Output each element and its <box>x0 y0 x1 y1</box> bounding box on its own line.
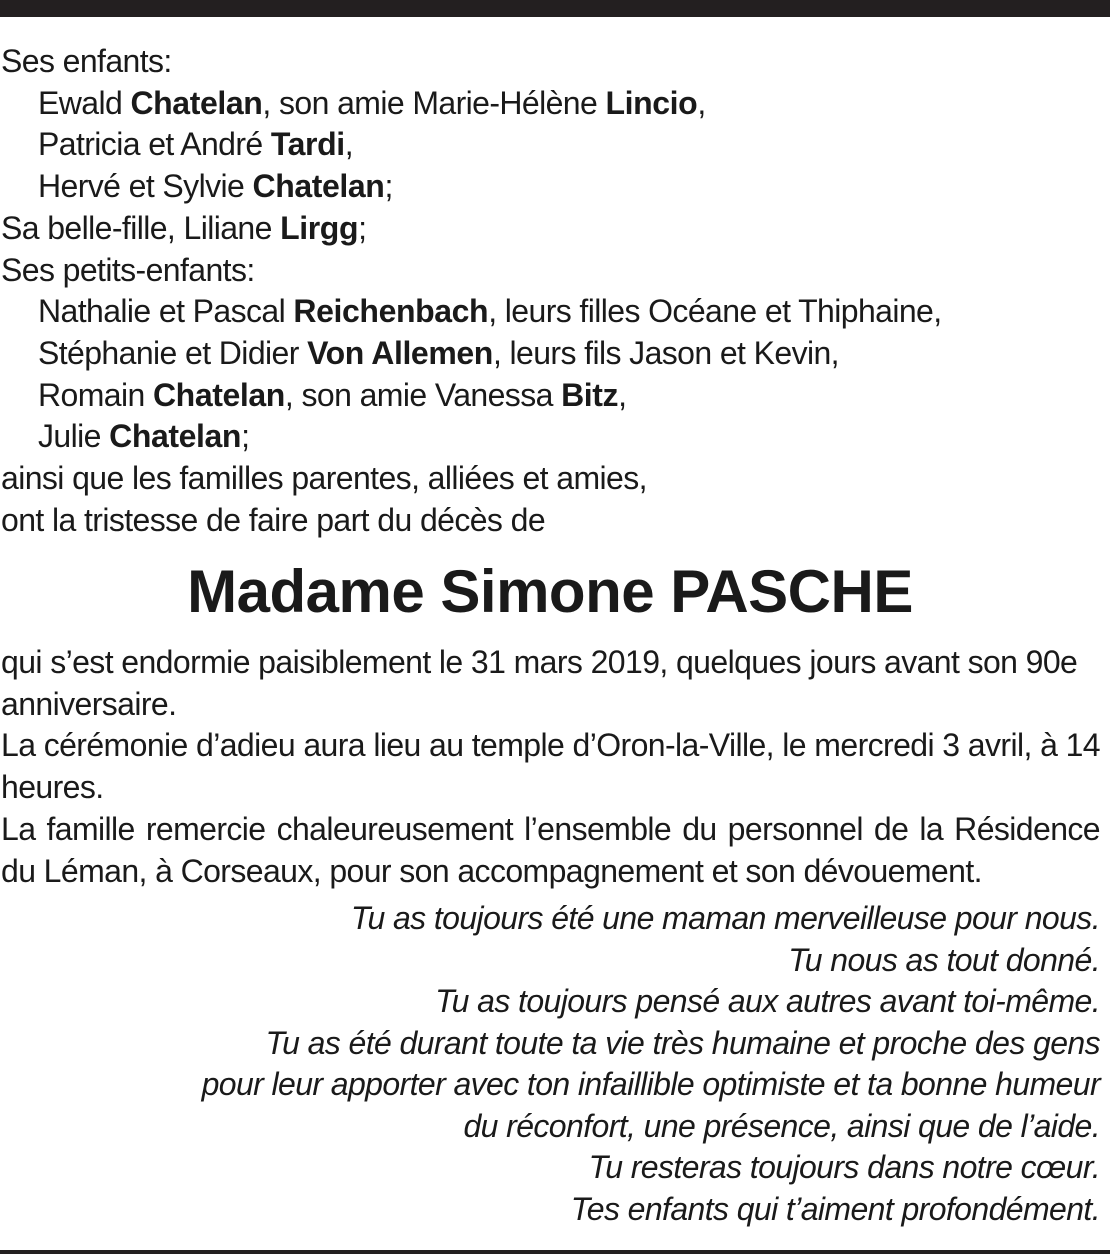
passing-paragraph: qui s’est endormie paisiblement le 31 mars 2019, quelques jours avant son 90e anniversaire. <box>1 644 1078 722</box>
poem-line: pour leur apporter avec ton infaillible optimiste et ta bonne humeur <box>201 1066 1100 1102</box>
entry-text: , leurs fils Jason et Kevin, <box>492 334 839 371</box>
surname: Von Allemen <box>307 334 493 371</box>
entry-text: Nathalie et Pascal <box>38 293 294 330</box>
family-entry <box>1 375 1101 417</box>
entry-text: ; <box>241 418 250 455</box>
entry-text: , <box>344 126 354 163</box>
surname: Tardi <box>270 126 345 163</box>
thanks-paragraph: La famille remercie chaleureusement l’ensemble du personnel de la Résidence du Léman, à Corseaux, pour son accompagnement et son dévouement. <box>1 810 1100 889</box>
deceased-name: Madame Simone PASCHE <box>187 558 913 625</box>
entry-text: ; <box>384 168 393 205</box>
family-list <box>1 41 1101 541</box>
family-entry <box>1 416 1101 458</box>
entry-text: , leurs filles Océane et Thiphaine, <box>488 293 942 330</box>
entry-text: Julie <box>38 418 110 455</box>
surname: Lincio <box>605 84 698 121</box>
poem-line: du réconfort, une présence, ainsi que de l’aide. <box>463 1107 1100 1144</box>
family-entry <box>1 291 1101 333</box>
entry-text: Stéphanie et Didier <box>38 334 308 371</box>
poem-line: Tu resteras toujours dans notre cœur. <box>588 1149 1100 1185</box>
closing-line: ont la tristesse de faire part du décès de <box>1 501 546 538</box>
surname: Reichenbach <box>293 293 489 330</box>
surname: Chatelan <box>109 418 242 455</box>
poem-line: Tu as toujours été une maman merveilleuse pour nous. <box>350 900 1100 936</box>
entry-text: , <box>697 84 706 121</box>
entry-text: , <box>618 376 627 413</box>
surname: Chatelan <box>152 376 285 413</box>
surname: Chatelan <box>130 84 263 121</box>
poem-line: Tu as toujours pensé aux autres avant toi-même. <box>435 983 1100 1019</box>
family-entry <box>1 333 1101 375</box>
poem-line: Tu as été durant toute ta vie très humaine et proche des gens <box>265 1024 1100 1061</box>
ceremony-paragraph: La cérémonie d’adieu aura lieu au temple d’Oron-la-Ville, le mercredi 3 avril, à 14 heures. <box>1 727 1100 806</box>
announcement-body <box>1 642 1100 892</box>
entry-text: ; <box>358 209 367 246</box>
surname: Chatelan <box>252 168 385 205</box>
entry-text: Patricia et André <box>38 126 271 163</box>
entry-text: Hervé et Sylvie <box>38 168 253 205</box>
family-entry <box>1 83 1101 125</box>
surname: Bitz <box>561 376 619 413</box>
poem <box>0 898 1100 1230</box>
family-entry <box>1 124 1101 166</box>
closing-line: ainsi que les familles parentes, alliées et amies, <box>1 460 647 497</box>
poem-line: Tes enfants qui t’aiment profondément. <box>570 1190 1100 1227</box>
poem-line: Tu nous as tout donné. <box>788 941 1100 978</box>
entry-text: Romain <box>38 376 153 413</box>
surname: Lirgg <box>280 209 359 246</box>
entry-text: Sa belle-fille, Liliane <box>1 209 281 246</box>
family-entry <box>1 166 1101 208</box>
daughter-in-law-entry <box>1 208 1101 250</box>
entry-text: , son amie Vanessa <box>284 376 562 413</box>
bottom-border <box>0 1250 1110 1254</box>
entry-text: Ewald <box>38 84 131 121</box>
top-border <box>0 0 1110 17</box>
children-heading: Ses enfants: <box>1 43 172 79</box>
grandchildren-heading: Ses petits-enfants: <box>1 251 255 288</box>
entry-text: , son amie Marie-Hélène <box>262 84 606 121</box>
